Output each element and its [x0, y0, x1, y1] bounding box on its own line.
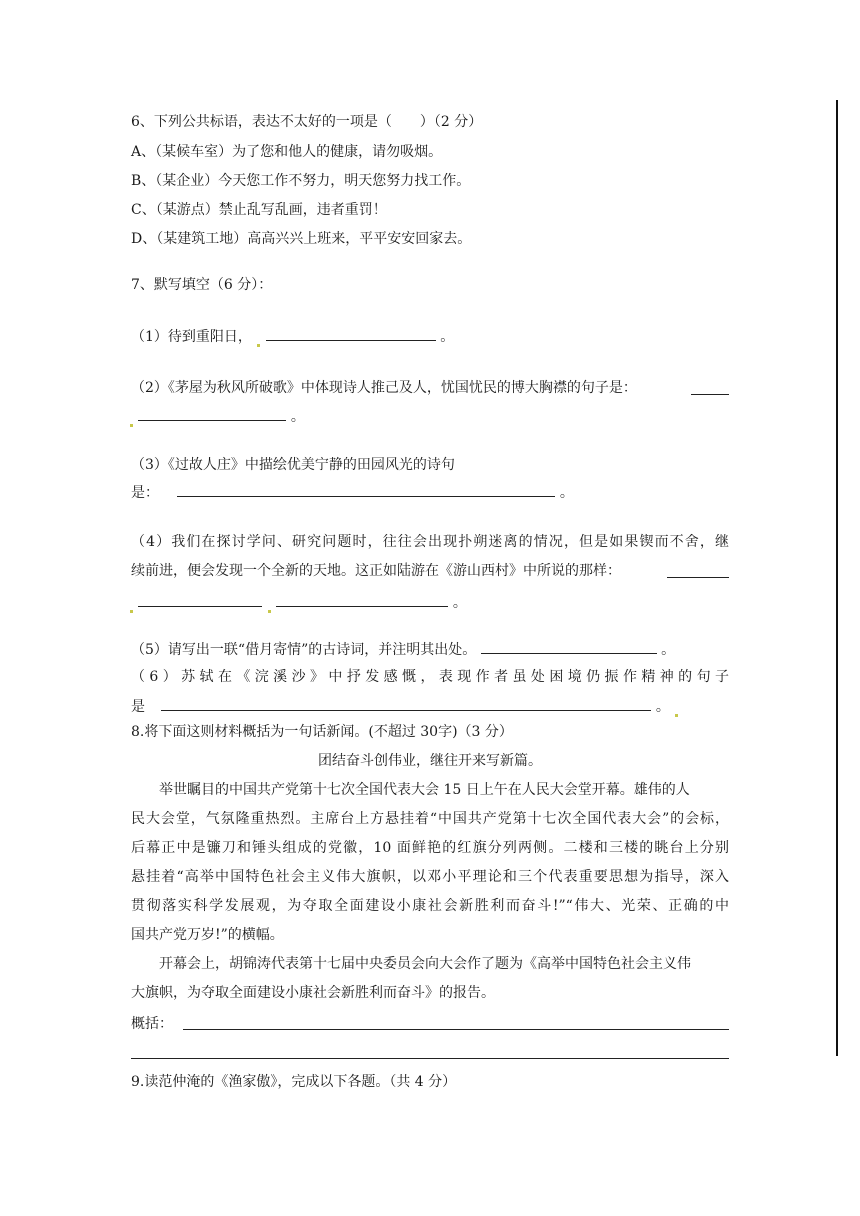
q8-paragraph-line: 大旗帜，为夺取全面建设小康社会新胜利而奋斗》的报告。 — [131, 985, 495, 1001]
q7-item-1-text: （1）待到重阳日， — [131, 329, 252, 345]
q9-stem: 9.读范仲淹的《渔家傲》，完成以下各题。（共 4 分） — [131, 1074, 457, 1090]
q7-item-2 — [131, 378, 637, 398]
q6-option-b: B、（某企业）今天您工作不努力，明天您努力找工作。 — [131, 173, 471, 189]
answer-blank[interactable] — [481, 639, 657, 654]
q7-item-3-cont — [131, 482, 574, 503]
answer-blank[interactable] — [161, 696, 651, 711]
q7-item-4-blanks — [129, 592, 467, 613]
answer-line[interactable] — [183, 1029, 729, 1030]
q7-item-3-lead: 是： — [131, 485, 159, 501]
q8-paragraph-line: 国共产党万岁!”的横幅。 — [131, 927, 284, 943]
q7-item-4: （4）我们在探讨学问、研究问题时，往往会出现扑朔迷离的情况，但是如果锲而不舍，继 — [131, 534, 729, 550]
q8-stem: 8.将下面这则材料概括为一句话新闻。(不超过 30字)（3 分） — [131, 724, 513, 740]
answer-blank[interactable] — [138, 592, 262, 607]
q8-paragraph-line: 举世瞩目的中国共产党第十七次全国代表大会 15 日上午在人民大会堂开幕。雄伟的人 — [159, 782, 690, 798]
q8-paragraph-line: 后幕正中是镰刀和锤头组成的党徽，10 面鲜艳的红旗分列两侧。二楼和三楼的眺台上分别 — [131, 840, 729, 856]
q8-paragraph-line: 贯彻落实科学发展观，为夺取全面建设小康社会新胜利而奋斗!”“伟大、光荣、正确的中 — [131, 898, 729, 914]
marker — [130, 610, 133, 613]
answer-blank[interactable] — [691, 380, 729, 395]
q7-item-2-text: （2）《茅屋为秋风所破歌》中体现诗人推己及人，忧国忧民的博大胸襟的句子是： — [131, 380, 637, 396]
marker — [675, 714, 678, 717]
answer-blank[interactable] — [177, 482, 555, 497]
period: 。 — [661, 642, 676, 658]
q8-paragraph-line: 开幕会上，胡锦涛代表第十七届中央委员会向大会作了题为《高举中国特色社会主义伟 — [159, 956, 691, 972]
q6-option-a: A、（某候车室）为了您和他人的健康，请勿吸烟。 — [131, 144, 443, 160]
q7-item-6: （6）苏轼在《浣溪沙》中抒发感慨，表现作者虽处困境仍振作精神的句子 — [131, 669, 729, 685]
q8-paragraph-line: 民大会堂，气氛隆重热烈。主席台上方悬挂着“中国共产党第十七次全国代表大会”的会标， — [131, 811, 729, 827]
q7-item-5-text: （5）请写出一联“借月寄情”的古诗词，并注明其出处。 — [131, 642, 477, 658]
period: 。 — [655, 699, 670, 715]
q6-option-d: D、（某建筑工地）高高兴兴上班来，平平安安回家去。 — [131, 231, 472, 247]
period: 。 — [290, 409, 305, 425]
period: 。 — [452, 595, 467, 611]
q7-item-4-cont: 续前进，便会发现一个全新的天地。这正如陆游在《游山西村》中所说的那样： — [131, 563, 621, 579]
q7-item-6-lead: 是 — [131, 699, 145, 715]
q7-item-1 — [131, 326, 454, 347]
q8-summary-label: 概括： — [131, 1016, 173, 1032]
q7-item-6-cont — [131, 696, 679, 717]
period: 。 — [559, 485, 574, 501]
q7-item-2-cont — [129, 406, 305, 427]
period: 。 — [440, 329, 455, 345]
q8-material-title: 团结奋斗创伟业，继往开来写新篇。 — [318, 753, 542, 769]
page-margin-rule — [836, 100, 838, 1056]
answer-blank[interactable] — [667, 563, 729, 578]
answer-blank[interactable] — [266, 326, 436, 341]
marker — [130, 424, 133, 427]
q6-option-c: C、（某游点）禁止乱写乱画，违者重罚！ — [131, 202, 387, 218]
q7-item-3: （3）《过故人庄》中描绘优美宁静的田园风光的诗句 — [131, 457, 455, 473]
answer-line[interactable] — [131, 1058, 729, 1059]
answer-blank[interactable] — [138, 406, 286, 421]
answer-blank[interactable] — [276, 592, 448, 607]
marker — [268, 610, 271, 613]
marker — [257, 344, 260, 347]
q6-stem: 6、下列公共标语，表达不太好的一项是（ ）（2 分） — [131, 114, 483, 130]
q7-item-5 — [131, 639, 675, 660]
q8-paragraph-line: 悬挂着“高举中国特色社会主义伟大旗帜，以邓小平理论和三个代表重要思想为指导，深入 — [131, 869, 729, 885]
q7-stem: 7、默写填空（6 分）： — [131, 277, 273, 293]
